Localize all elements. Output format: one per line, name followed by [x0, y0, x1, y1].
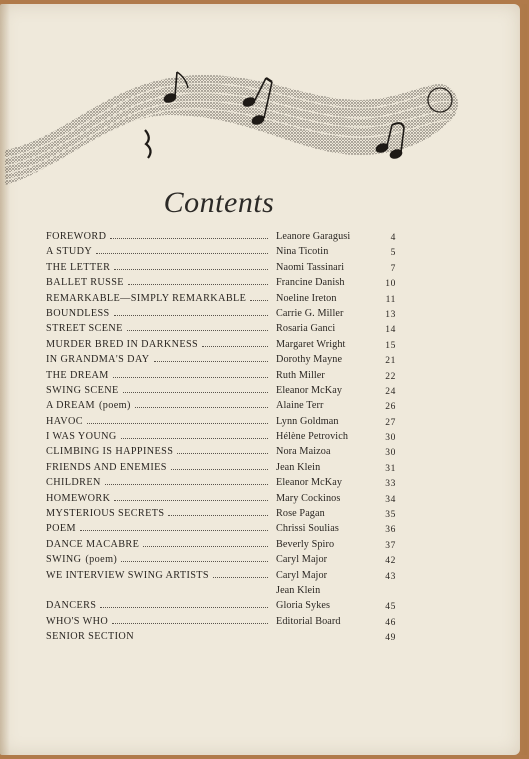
- toc-entry: [46, 308, 406, 323]
- entry-title: THE LETTER: [46, 261, 111, 273]
- dot-leader: [202, 346, 268, 347]
- entry-title: MYSTERIOUS SECRETS: [46, 508, 165, 520]
- entry-title: A DREAM: [46, 400, 95, 412]
- toc-entry: [46, 631, 406, 646]
- entry-author: Jean Klein: [276, 584, 321, 596]
- entry-title: SWING: [46, 554, 82, 566]
- entry-title: REMARKABLE—SIMPLY REMARKABLE: [46, 292, 247, 304]
- toc-entry: [46, 262, 406, 277]
- dot-leader: [114, 500, 268, 501]
- entry-author: Beverly Spiro: [276, 538, 335, 550]
- toc-entry: [46, 477, 406, 492]
- music-staff-illustration: [0, 60, 470, 200]
- entry-title: STREET SCENE: [46, 323, 123, 335]
- dot-leader: [114, 269, 268, 270]
- entry-genre-note: (poem): [98, 400, 131, 412]
- table-of-contents: [46, 231, 406, 647]
- dot-leader: [213, 577, 268, 578]
- dot-leader: [250, 300, 268, 301]
- entry-author: Editorial Board: [276, 615, 341, 627]
- entry-title-wrap: [46, 431, 268, 446]
- entry-author: Gloria Sykes: [276, 600, 331, 612]
- toc-entry: [46, 585, 406, 600]
- entry-title-wrap: [46, 462, 268, 477]
- entry-title-wrap: [46, 416, 268, 431]
- entry-title: BOUNDLESS: [46, 307, 110, 319]
- toc-entry: [46, 400, 406, 415]
- entry-author: Leanore Garagusi: [276, 231, 351, 242]
- entry-title-wrap: [46, 570, 268, 585]
- entry-title-wrap: [46, 477, 268, 492]
- entry-author: Nora Maizoa: [276, 446, 331, 458]
- toc-entry: [46, 293, 406, 308]
- entry-page-number: 10: [385, 279, 396, 290]
- entry-page-number: 33: [385, 479, 396, 490]
- entry-page-number: 5: [390, 248, 396, 259]
- toc-entry: [46, 370, 406, 385]
- entry-title-wrap: [46, 616, 268, 631]
- entry-page-number: 27: [385, 417, 396, 428]
- dot-leader: [105, 484, 268, 485]
- dot-leader: [121, 438, 268, 439]
- dot-leader: [168, 515, 268, 516]
- entry-page-number: 14: [385, 325, 396, 336]
- entry-title-wrap: [46, 293, 268, 308]
- dot-leader: [100, 607, 268, 608]
- entry-page-number: 22: [385, 371, 396, 382]
- toc-entry: [46, 354, 406, 369]
- entry-author: Dorothy Mayne: [276, 354, 343, 366]
- dot-leader: [177, 453, 268, 454]
- entry-page-number: 7: [390, 263, 396, 274]
- dot-leader: [113, 377, 268, 378]
- toc-entry: [46, 246, 406, 261]
- entry-title: A STUDY: [46, 246, 93, 258]
- entry-page-number: 36: [385, 525, 396, 536]
- entry-title-wrap: [46, 446, 268, 461]
- entry-page-number: 43: [385, 571, 396, 582]
- dot-leader: [110, 238, 268, 239]
- entry-author: Hélène Petrovich: [276, 431, 349, 443]
- entry-author: Alaine Terr: [276, 400, 324, 412]
- toc-entry: [46, 431, 406, 446]
- dot-leader: [154, 361, 268, 362]
- entry-author: Chrissi Soulias: [276, 523, 339, 535]
- entry-page-number: 42: [385, 556, 396, 567]
- entry-title-wrap: [46, 493, 268, 508]
- entry-author: Caryl Major: [276, 569, 328, 581]
- toc-entry: [46, 616, 406, 631]
- entry-author: Lynn Goldman: [276, 415, 339, 427]
- entry-author: Rosaria Ganci: [276, 323, 336, 335]
- toc-entry: [46, 554, 406, 569]
- dot-leader: [87, 423, 268, 424]
- toc-entry: [46, 323, 406, 338]
- toc-entry: [46, 600, 406, 615]
- entry-title-wrap: [46, 508, 268, 523]
- entry-page-number: 24: [385, 386, 396, 397]
- entry-title: WE INTERVIEW SWING ARTISTS: [46, 569, 209, 581]
- toc-entry: [46, 539, 406, 554]
- toc-entry: [46, 570, 406, 585]
- entry-page-number: 34: [385, 494, 396, 505]
- entry-title: FRIENDS AND ENEMIES: [46, 461, 167, 473]
- entry-title: THE DREAM: [46, 369, 109, 381]
- entry-title: CHILDREN: [46, 477, 101, 489]
- entry-page-number: 35: [385, 510, 396, 521]
- dot-leader: [128, 284, 268, 285]
- dot-leader: [80, 530, 268, 531]
- entry-page-number: 26: [385, 402, 396, 413]
- dot-leader: [123, 392, 268, 393]
- entry-title-wrap: [46, 539, 268, 554]
- entry-author: Jean Klein: [276, 461, 321, 473]
- entry-author: Nina Ticotin: [276, 246, 329, 258]
- toc-entry: [46, 277, 406, 292]
- entry-page-number: 45: [385, 602, 396, 613]
- entry-title: I WAS YOUNG: [46, 431, 117, 443]
- entry-title: POEM: [46, 523, 76, 535]
- entry-title: SENIOR SECTION: [46, 631, 134, 643]
- toc-entry: [46, 339, 406, 354]
- toc-entry: [46, 231, 406, 246]
- toc-entry: [46, 523, 406, 538]
- entry-title: MURDER BRED IN DARKNESS: [46, 338, 199, 350]
- entry-author: Ruth Miller: [276, 369, 325, 381]
- toc-entry: [46, 493, 406, 508]
- entry-title-wrap: [46, 400, 268, 415]
- entry-title-wrap: [46, 262, 268, 277]
- entry-title: IN GRANDMA'S DAY: [46, 354, 150, 366]
- entry-author: Naomi Tassinari: [276, 261, 345, 273]
- entry-title-wrap: [46, 631, 268, 646]
- entry-page-number: 31: [385, 463, 396, 474]
- entry-title-wrap: [46, 354, 268, 369]
- entry-page-number: 13: [385, 309, 396, 320]
- entry-author: Carrie G. Miller: [276, 307, 344, 319]
- entry-title: DANCE MACABRE: [46, 538, 140, 550]
- entry-title-wrap: [46, 339, 268, 354]
- entry-title-wrap: [46, 523, 268, 538]
- entry-title: BALLET RUSSE: [46, 277, 124, 289]
- entry-page-number: 30: [385, 448, 396, 459]
- entry-title-wrap: [46, 277, 268, 292]
- dot-leader: [171, 469, 268, 470]
- contents-heading: Contents: [163, 186, 275, 219]
- entry-author: Eleanor McKay: [276, 384, 343, 396]
- entry-author: Francine Danish: [276, 277, 345, 289]
- entry-title: DANCERS: [46, 600, 97, 612]
- entry-genre-note: (poem): [85, 554, 118, 566]
- entry-author: Caryl Major: [276, 554, 328, 566]
- entry-page-number: 30: [385, 433, 396, 444]
- entry-page-number: 11: [385, 294, 396, 305]
- entry-title-wrap: [46, 370, 268, 385]
- entry-page-number: 15: [385, 340, 396, 351]
- entry-title: HOMEWORK: [46, 492, 111, 504]
- entry-page-number: 4: [390, 233, 396, 243]
- toc-entry: [46, 462, 406, 477]
- entry-title: WHO'S WHO: [46, 615, 109, 627]
- entry-title: CLIMBING IS HAPPINESS: [46, 446, 174, 458]
- dot-leader: [112, 623, 268, 624]
- entry-page-number: 46: [385, 617, 396, 628]
- entry-title-wrap: [46, 308, 268, 323]
- entry-title: SWING SCENE: [46, 384, 119, 396]
- entry-author: Noeline Ireton: [276, 292, 337, 304]
- entry-page-number: 37: [385, 540, 396, 551]
- toc-entry: [46, 385, 406, 400]
- dot-leader: [114, 315, 268, 316]
- entry-title-wrap: [46, 385, 268, 400]
- page-edge: [519, 4, 527, 755]
- entry-author: Rose Pagan: [276, 508, 325, 520]
- entry-author: Eleanor McKay: [276, 477, 343, 489]
- toc-entry: [46, 446, 406, 461]
- dot-leader: [143, 546, 268, 547]
- entry-title: HAVOC: [46, 415, 83, 427]
- dot-leader: [135, 407, 268, 408]
- dot-leader: [121, 561, 268, 562]
- toc-entry: [46, 508, 406, 523]
- entry-author: Margaret Wright: [276, 338, 346, 350]
- dot-leader: [127, 330, 268, 331]
- entry-title-wrap: [46, 323, 268, 338]
- entry-title-wrap: [46, 246, 268, 261]
- entry-title-wrap: [46, 554, 268, 569]
- entry-title: FOREWORD: [46, 231, 107, 242]
- dot-leader: [96, 253, 268, 254]
- entry-title-wrap: [46, 231, 268, 246]
- toc-entry: [46, 416, 406, 431]
- entry-author: Mary Cockinos: [276, 492, 341, 504]
- entry-page-number: 49: [385, 633, 396, 644]
- entry-page-number: 21: [385, 356, 396, 367]
- entry-title-wrap: [46, 600, 268, 615]
